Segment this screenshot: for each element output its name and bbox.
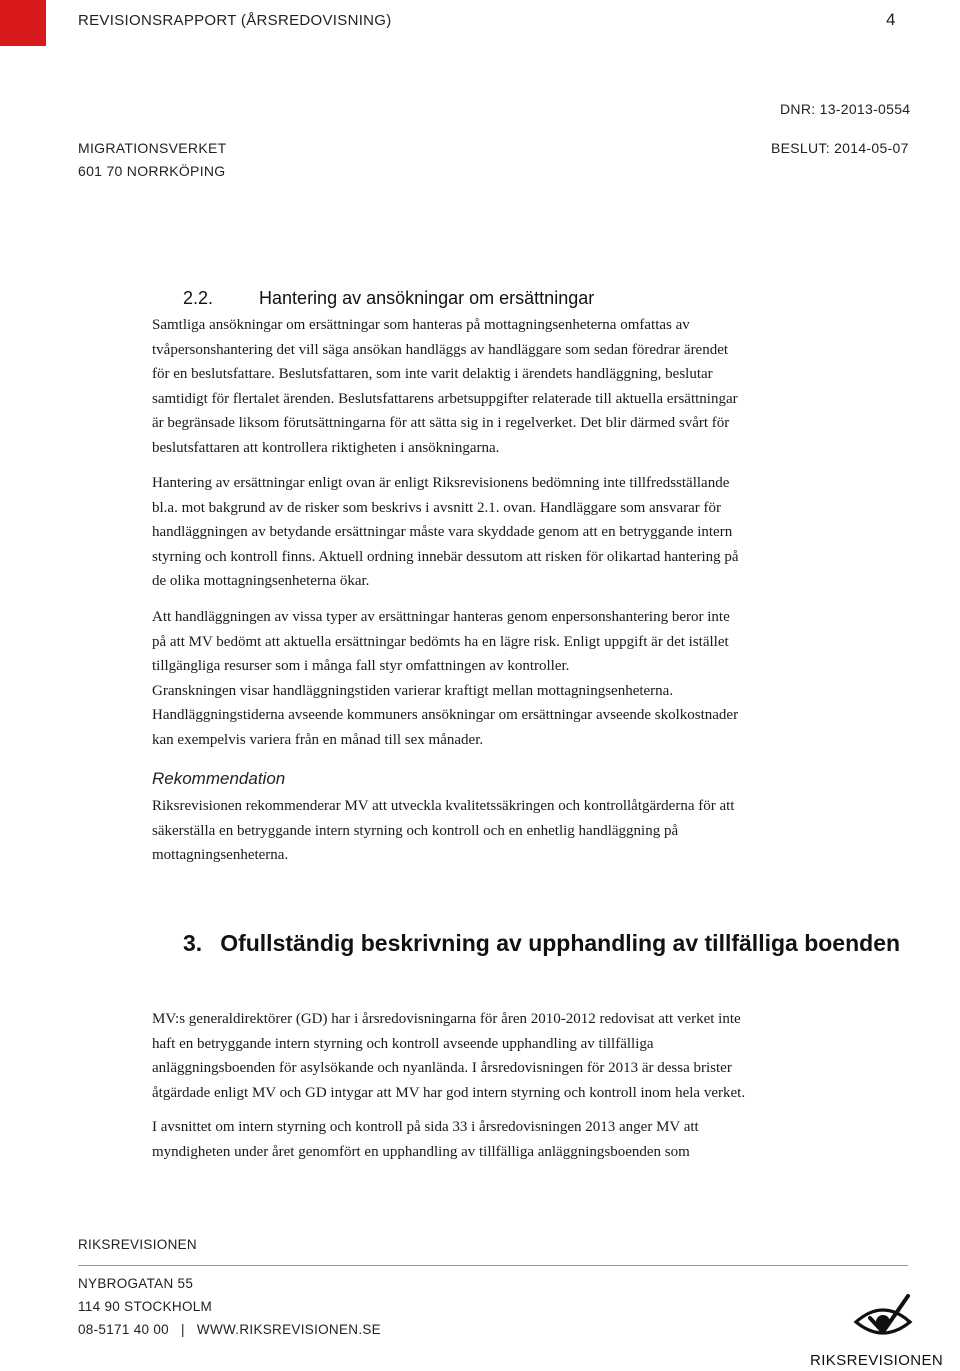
report-title: REVISIONSRAPPORT (ÅRSREDOVISNING) [78, 12, 392, 29]
text-line: mottagningsenheterna. [152, 847, 289, 863]
text-line: MV:s generaldirektörer (GD) har i årsredovisningarna för åren 2010-2012 redovisat att verket inte [152, 1011, 741, 1027]
text-line: Handläggningstiderna avseende kommuners ansökningar om ersättningar avseende skolkostnader [152, 707, 739, 723]
section-heading-3 [183, 930, 900, 957]
text-line: på att MV bedömt att aktuella ersättningar bedömts ha en lägre risk. Enligt uppgift är det istället [152, 633, 729, 650]
footer-phone: 08-5171 40 00 [78, 1322, 169, 1337]
text-line: tvåpersonshantering det vill säga ansökan handläggs av handläggare som sedan föredrar ärendet [152, 341, 729, 358]
text-line: kan exempelvis variera från en månad till sex månader. [152, 731, 484, 748]
dnr: DNR: 13-2013-0554 [780, 101, 911, 117]
text-line: åtgärdade enligt MV och GD intygar att MV har god intern styrning och kontroll inom hela verket. [152, 1084, 746, 1101]
text-line: beslutsfattaren att kontrollera riktigheten i ansökningarna. [152, 439, 500, 456]
paragraph-1 [152, 313, 852, 460]
text-line: anläggningsboenden för asylsökande och nyanlända. I årsredovisningen för 2013 är dessa brister [152, 1060, 732, 1076]
text-line: myndigheten under året genomfört en upphandling av tillfälliga anläggningsboenden som [152, 1143, 690, 1160]
separator: | [181, 1322, 185, 1337]
footer-divider [78, 1265, 908, 1266]
recommendation-text [152, 794, 852, 868]
footer-contact [78, 1322, 381, 1337]
eye-check-logo-icon [850, 1292, 916, 1348]
text-line: Samtliga ansökningar om ersättningar som hanteras på mottagningsenheterna omfattas av [152, 317, 690, 333]
paragraph-2 [152, 471, 852, 594]
footer-web: WWW.RIKSREVISIONEN.SE [196, 1322, 381, 1337]
recipient: MIGRATIONSVERKET [78, 140, 227, 156]
text-line: Riksrevisionen rekommenderar MV att utveckla kvalitetssäkringen och kontrollåtgärderna för att [152, 798, 735, 814]
page-number: 4 [886, 10, 896, 29]
text-line: Att handläggningen av vissa typer av ersättningar hanteras genom enpersonshantering beror inte [152, 609, 730, 625]
section-title: Hantering av ansökningar om ersättningar [259, 288, 595, 308]
text-line: de olika mottagningsenheterna ökar. [152, 573, 370, 589]
text-line: handläggningen av betydande ersättningar måste vara skyddade genom att en betryggande intern [152, 524, 733, 540]
footer-org: RIKSREVISIONEN [78, 1237, 197, 1252]
section-number: 3. [183, 930, 203, 956]
recommendation-heading: Rekommendation [152, 769, 286, 788]
section-heading-2-2 [183, 288, 594, 309]
text-line: är begränsade liksom förutsättningarna för att sätta sig in i regelverket. Det blir därmed svårt för [152, 415, 730, 431]
section-title: Ofullständig beskrivning av upphandling av tillfälliga boenden [220, 930, 901, 956]
postal-address: 601 70 NORRKÖPING [78, 163, 226, 179]
text-line: I avsnittet om intern styrning och kontroll på sida 33 i årsredovisningen 2013 anger MV att [152, 1119, 699, 1135]
footer-city: 114 90 STOCKHOLM [78, 1299, 213, 1314]
text-line: säkerställa en betryggande intern styrning och kontroll och en enhetlig handläggning på [152, 822, 679, 839]
text-line: Granskningen visar handläggningstiden varierar kraftigt mellan mottagningsenheterna. [152, 682, 674, 699]
text-line: bl.a. mot bakgrund av de risker som beskrivs i avsnitt 2.1. ovan. Handläggare som ansvarar för [152, 499, 722, 516]
decision-date: BESLUT: 2014-05-07 [771, 140, 909, 156]
section-number: 2.2. [183, 288, 214, 308]
footer-street: NYBROGATAN 55 [78, 1276, 194, 1291]
paragraph-4 [152, 1007, 852, 1105]
red-corner-mark [0, 0, 46, 46]
text-line: tillgängliga resurser som i många fall styr omfattningen av kontroller. [152, 658, 570, 674]
text-line: för en beslutsfattare. Beslutsfattaren, som inte varit delaktig i ärendets handläggning, beslutar [152, 366, 713, 382]
logo-wordmark: RIKSREVISIONEN [810, 1352, 944, 1369]
paragraph-5 [152, 1115, 852, 1164]
text-line: samtidigt för flertalet ärenden. Beslutsfattarens arbetsuppgifter relaterade till aktuella ersättningar [152, 390, 738, 407]
text-line: haft en betryggande intern styrning och kontroll avseende upphandling av tillfälliga [152, 1035, 654, 1052]
text-line: styrning och kontroll finns. Aktuell ordning innebär dessutom att risken för olikartad hantering på [152, 548, 739, 565]
paragraph-3 [152, 605, 852, 752]
text-line: Hantering av ersättningar enligt ovan är enligt Riksrevisionens bedömning inte tillfredsställande [152, 475, 730, 491]
